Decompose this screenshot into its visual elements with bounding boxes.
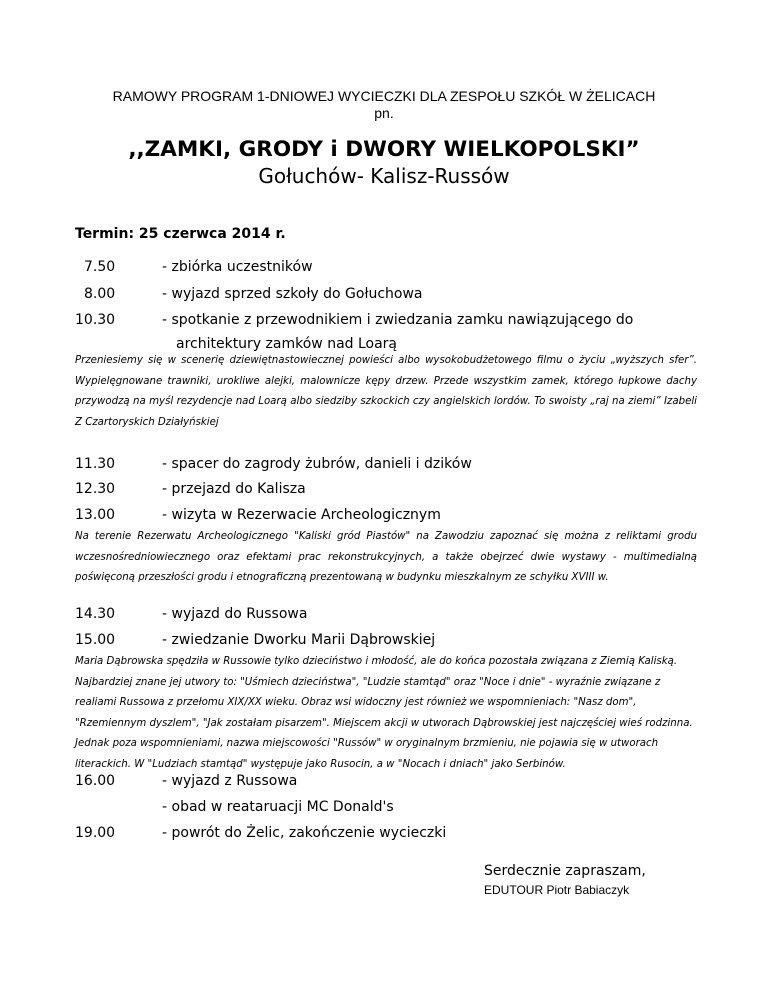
schedule-time: 19.00 xyxy=(75,825,116,841)
schedule-activity: - wyjazd sprzed szkoły do Gołuchowa xyxy=(162,286,423,302)
goluchow-description xyxy=(75,351,715,433)
schedule-activity: - wyjazd do Russowa xyxy=(162,606,308,622)
schedule-activity: - wizyta w Rezerwacie Archeologicznym xyxy=(162,507,441,523)
schedule-activity: - powrót do Żelic, zakończenie wycieczki xyxy=(162,825,447,841)
document-subtitle: Gołuchów- Kalisz-Russów xyxy=(258,164,510,188)
schedule-activity: - zbiórka uczestników xyxy=(162,259,313,275)
schedule-activity: - obad w reataruacji MC Donald's xyxy=(162,799,394,815)
schedule-activity-continuation: architektury zamków nad Loarą xyxy=(176,336,398,352)
schedule-activity: - spotkanie z przewodnikiem i zwiedzania zamku nawiązującego do xyxy=(162,312,634,328)
schedule-time: 10.30 xyxy=(75,312,116,328)
russow-description xyxy=(75,652,715,775)
schedule-activity: - wyjazd z Russowa xyxy=(162,773,298,789)
description-line: Najbardziej znane jej utwory to: "Uśmiech dzieciństwa", "Ludzie stamtąd" oraz "Noce i dnie" - wyraźnie związane z xyxy=(75,676,661,688)
header-line-2: pn. xyxy=(374,105,394,121)
description-line: przywodzą na myśl rezydencje nad Loarą albo siedziby szkockich czy angielskich lordów. To swoisty „raj na ziemi” Izabeli xyxy=(75,396,697,407)
header-line-1: RAMOWY PROGRAM 1-DNIOWEJ WYCIECZKI DLA ZESPOŁU SZKÓŁ W ŻELICACH xyxy=(112,88,656,104)
description-line: realiami Russowa z przełomu XIX/XX wieku. Obraz wsi widoczny jest również we wspomnieniach: "Nasz dom", xyxy=(75,697,637,708)
schedule-time: 15.00 xyxy=(75,632,116,648)
closing-greeting: Serdecznie zapraszam, xyxy=(484,863,646,879)
kalisz-description xyxy=(75,527,715,589)
description-line: "Rzemiennym dyszlem", "Jak zostałam pisarzem". Miejscem akcji w utworach Dąbrowskiej jest najczęściej wieś rodzinna. xyxy=(75,717,693,729)
schedule-time: 12.30 xyxy=(75,481,116,497)
schedule-time: 7.50 xyxy=(84,259,116,275)
organizer-signature: EDUTOUR Piotr Babiaczyk xyxy=(484,883,630,897)
schedule-activity: - spacer do zagrody żubrów, danieli i dzików xyxy=(162,456,472,472)
schedule-activity: - przejazd do Kalisza xyxy=(162,481,306,497)
description-line: Jednak poza wspomnieniami, nazwa miejscowości "Russów" w oryginalnym brzmieniu, nie pojawia się w utworach xyxy=(75,738,659,749)
description-line: literackich. W "Ludziach stamtąd" występuje jako Rusocin, a w "Nocach i dniach" jako Serbinów. xyxy=(75,758,566,770)
description-line: Z Czartoryskich Działyńskiej xyxy=(75,416,219,428)
schedule-time: 8.00 xyxy=(84,286,116,302)
trip-date: Termin: 25 czerwca 2014 r. xyxy=(75,226,286,242)
description-line: poświęconą przeszłości grodu i etnograficzną prezentowaną w budynku mieszkalnym ze schyłku XVIII w. xyxy=(75,572,609,583)
schedule-time: 14.30 xyxy=(75,606,116,622)
description-line: Przeniesiemy się w scenerię dziewiętnastowiecznej powieści albo wysokobudżetowego filmu o życiu „wyższych sfer”. xyxy=(75,355,697,366)
schedule-time: 16.00 xyxy=(75,773,116,789)
description-line: Wypielęgnowane trawniki, urokliwe alejki, malownicze kępy drzew. Przede wszystkim zamek, którego łupkowe dachy xyxy=(75,375,697,387)
schedule-activity: - zwiedzanie Dworku Marii Dąbrowskiej xyxy=(162,632,436,648)
document-title: ,,ZAMKI, GRODY i DWORY WIELKOPOLSKI” xyxy=(128,137,640,162)
description-line: wczesnośredniowiecznego oraz efektami prac rekonstrukcyjnych, a także obejrzeć dwie wystawy - multimedialną xyxy=(75,551,697,563)
schedule-time: 13.00 xyxy=(75,507,116,523)
description-line: Na terenie Rezerwatu Archeologicznego "Kaliski gród Piastów" na Zawodziu zapoznać się można z reliktami grodu xyxy=(75,531,697,542)
schedule-time: 11.30 xyxy=(75,456,116,472)
program-header xyxy=(0,88,768,122)
description-line: Maria Dąbrowska spędziła w Russowie tylko dzieciństwo i młodość, ale do końca pozostała związana z Ziemią Kaliską. xyxy=(75,656,678,667)
